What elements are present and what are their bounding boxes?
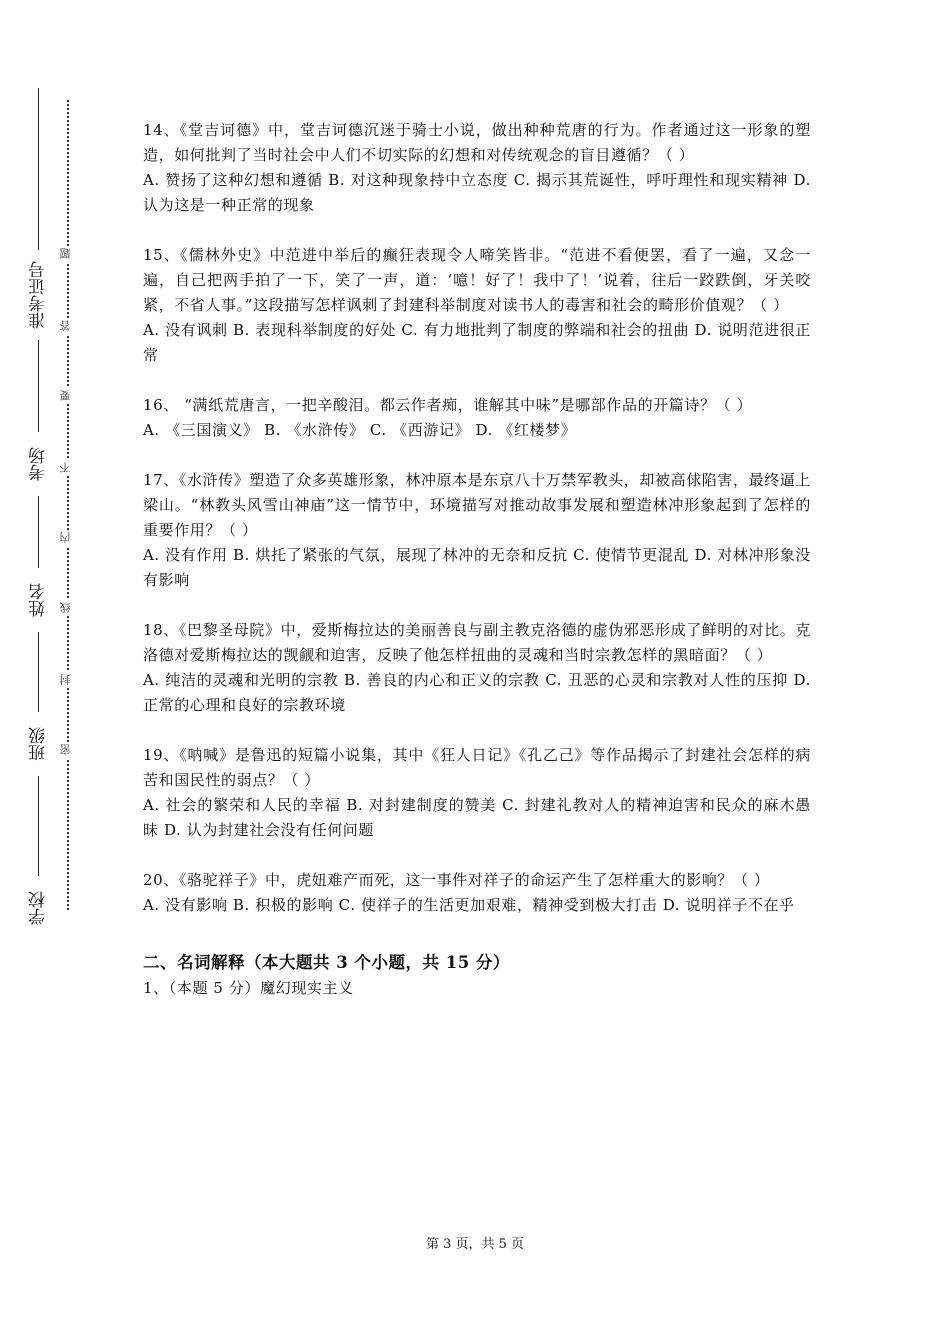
question-19 [143,743,811,843]
question-options: A. 赞扬了这种幻想和遵循 B. 对这种现象持中立态度 C. 揭示其荒诞性，呼吁理性和现实精神 D. 认为这是一种正常的现象 [143,171,811,214]
binding-solid-line [38,88,39,928]
question-options: A. 没有讽刺 B. 表现科举制度的好处 C. 有力地批判了制度的弊端和社会的扭曲 D. 说明范进很正常 [143,321,811,364]
question-options: A. 纯洁的灵魂和光明的宗教 B. 善良的内心和正义的宗教 C. 丑恶的心灵和宗教对人性的压抑 D. 正常的心理和良好的宗教环境 [143,671,811,714]
question-stem: 18、《巴黎圣母院》中，爱斯梅拉达的美丽善良与副主教克洛德的虚伪邪恶形成了鲜明的对比。克洛德对爱斯梅拉达的觊觎和迫害，反映了他怎样扭曲的灵魂和当时宗教怎样的黑暗面？（ ） [143,621,811,664]
label-exam-room: 考场 [24,432,56,496]
question-options: A. 没有作用 B. 烘托了紧张的气氛，展现了林冲的无奈和反抗 C. 使情节更混乱 D. 对林冲形象没有影响 [143,546,811,589]
question-15 [143,243,811,368]
question-stem: 14、《堂吉诃德》中，堂吉诃德沉迷于骑士小说，做出种种荒唐的行为。作者通过这一形象的塑造，如何批判了当时社会中人们不切实际的幻想和对传统观念的盲目遵循？（ ） [143,121,811,164]
question-16 [143,393,811,443]
question-stem: 15、《儒林外史》中范进中举后的癫狂表现令人啼笑皆非。“范进不看便罢，看了一遍，又念一遍，自己把两手拍了一下，笑了一声，道：‘噫！好了！我中了！’说着，往后一跤跌倒，牙关咬紧，不省人事。”这段描写怎样讽刺了封建科举制度对读书人的毒害和社会的畸形价值观？（ ） [143,246,811,314]
label-class: 班级 [24,712,56,776]
seal-char: 要 [58,388,76,404]
page-footer: 第 3 页，共 5 页 [425,1237,525,1252]
question-options: A. 没有影响 B. 积极的影响 C. 使祥子的生活更加艰难，精神受到极大打击 D. 说明祥子不在乎 [143,896,795,914]
label-name: 姓名 [24,568,56,632]
question-stem: 20、《骆驼祥子》中，虎妞难产而死，这一事件对祥子的命运产生了怎样重大的影响？（ ） [143,871,770,889]
seal-char: 不 [58,460,76,476]
question-stem: 16、 “满纸荒唐言，一把辛酸泪。都云作者痴，谁解其中味”是哪部作品的开篇诗？（ ） [143,396,753,414]
question-14 [143,118,811,218]
question-stem: 17、《水浒传》塑造了众多英雄形象，林冲原本是东京八十万禁军教头，却被高俅陷害，最终逼上梁山。“林教头风雪山神庙”这一情节中，环境描写对推动故事发展和塑造林冲形象起到了怎样的重要作用？（ ） [143,471,811,539]
question-20 [143,868,811,918]
seal-char: 密 [58,742,76,758]
seal-char: 答 [58,318,76,334]
question-options: A. 社会的繁荣和人民的幸福 B. 对封建制度的赞美 C. 封建礼教对人的精神迫害和民众的麻木愚昧 D. 认为封建社会没有任何问题 [143,796,811,839]
label-school: 学校 [24,876,56,940]
exam-content [143,118,811,1001]
seal-char: 线 [58,600,76,616]
label-ticket-number: 准考证号 [24,250,56,340]
question-17 [143,468,811,593]
question-stem: 19、《呐喊》是鲁迅的短篇小说集，其中《狂人日记》《孔乙己》等作品揭示了封建社会怎样的病苦和国民性的弱点？（ ） [143,746,811,789]
binding-dotted-line [67,100,69,910]
section-title: 二、名词解释（本大题共 3 个小题，共 15 分） [143,953,510,972]
binding-margin [0,0,100,1344]
seal-char: 内 [58,530,76,546]
seal-char: 题 [58,246,76,262]
term-item-1: 1、（本题 5 分）魔幻现实主义 [143,979,354,997]
seal-char: 封 [58,672,76,688]
question-options: A. 《三国演义》 B. 《水浒传》 C. 《西游记》 D. 《红楼梦》 [143,421,577,439]
question-18 [143,618,811,718]
